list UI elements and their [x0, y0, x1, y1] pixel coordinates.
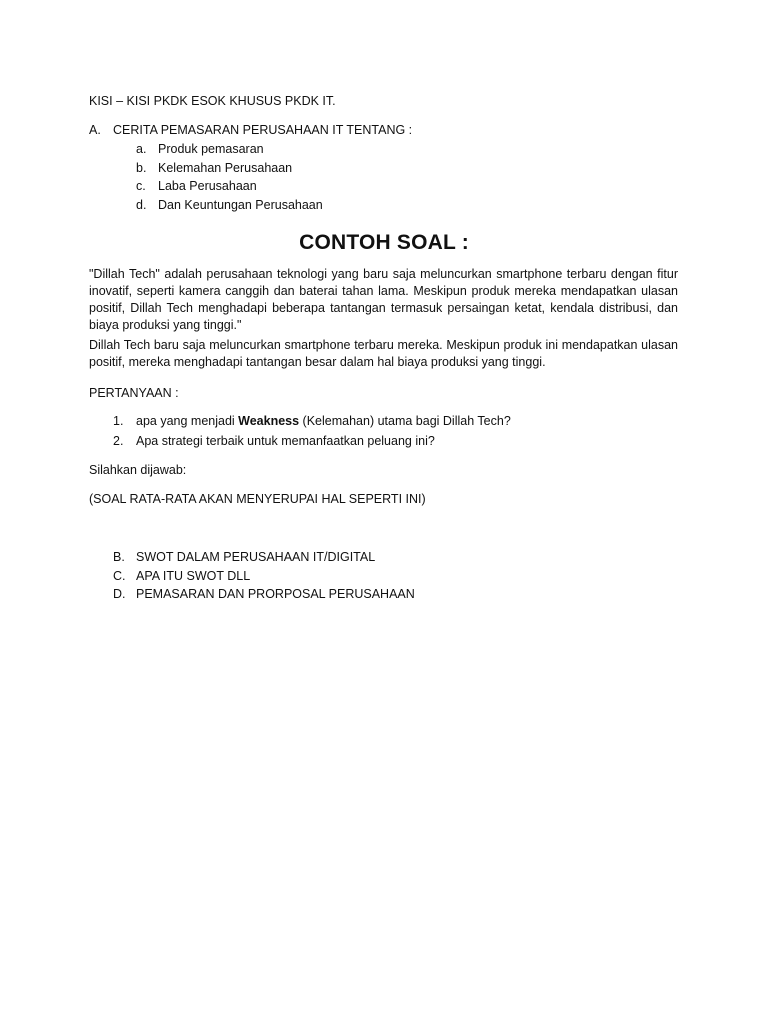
section-heading: APA ITU SWOT DLL	[136, 569, 251, 583]
question-item	[136, 433, 435, 450]
paragraph-story	[89, 266, 678, 334]
list-item: Laba Perusahaan	[158, 179, 257, 193]
paragraph-line: biaya produksi yang tinggi."	[89, 318, 242, 332]
section-marker: D.	[113, 587, 126, 601]
paragraph-summary	[89, 337, 678, 371]
paragraph-line: "Dillah Tech" adalah perusahaan teknologi yang baru saja meluncurkan smartphone terbaru dengan fitur	[89, 267, 678, 281]
list-item-marker: d.	[136, 198, 147, 212]
question-item	[136, 413, 511, 430]
question-marker: 2.	[113, 434, 124, 448]
section-a-marker: A.	[89, 123, 101, 137]
document-title: KISI – KISI PKDK ESOK KHUSUS PKDK IT.	[89, 94, 336, 108]
list-item: Dan Keuntungan Perusahaan	[158, 198, 323, 212]
section-marker: C.	[113, 569, 126, 583]
section-a-heading: CERITA PEMASARAN PERUSAHAAN IT TENTANG :	[113, 123, 413, 137]
paragraph-line: Dillah Tech baru saja meluncurkan smartphone terbaru mereka. Meskipun produk ini mendapatkan ulasan	[89, 338, 678, 352]
list-item: Kelemahan Perusahaan	[158, 161, 293, 175]
paragraph-line: positif, Dillah Tech menghadapi beberapa tantangan termasuk persaingan ketat, kendala distribusi, dan	[89, 301, 678, 315]
list-item-marker: a.	[136, 142, 147, 156]
question-text: Apa strategi terbaik untuk memanfaatkan peluang ini?	[136, 434, 435, 448]
section-heading: PEMASARAN DAN PRORPOSAL PERUSAHAAN	[136, 587, 415, 601]
paragraph-line: positif, mereka menghadapi tantangan besar dalam hal biaya produksi yang tinggi.	[89, 355, 546, 369]
list-item-marker: b.	[136, 161, 147, 175]
section-heading: SWOT DALAM PERUSAHAAN IT/DIGITAL	[136, 550, 376, 564]
questions-label: PERTANYAAN :	[89, 386, 179, 400]
question-bold-term: Weakness	[238, 414, 300, 428]
list-item-marker: c.	[136, 179, 146, 193]
section-marker: B.	[113, 550, 125, 564]
example-heading: CONTOH SOAL :	[299, 231, 469, 254]
answer-prompt: Silahkan dijawab:	[89, 463, 187, 477]
question-text: (Kelemahan) utama bagi Dillah Tech?	[299, 414, 511, 428]
list-item: Produk pemasaran	[158, 142, 264, 156]
paragraph-line: inovatif, seperti kamera canggih dan baterai tahan lama. Meskipun produk mereka mendapatkan ulasan	[89, 284, 678, 298]
question-text: apa yang menjadi	[136, 414, 239, 428]
question-marker: 1.	[113, 414, 124, 428]
note-text: (SOAL RATA-RATA AKAN MENYERUPAI HAL SEPERTI INI)	[89, 492, 426, 506]
